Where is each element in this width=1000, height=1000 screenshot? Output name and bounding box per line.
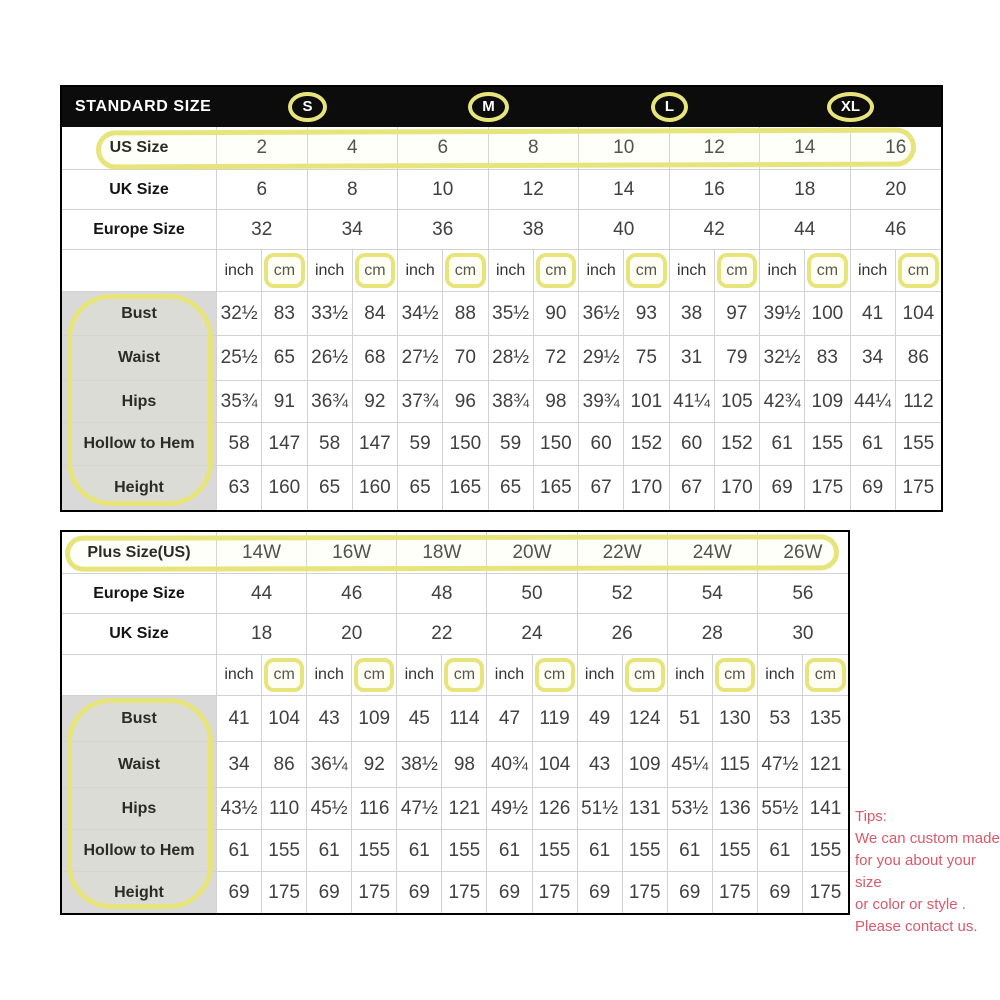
unit-cm-cell: cm [262, 655, 307, 696]
size-value-cell: 20 [851, 170, 942, 210]
table-title: STANDARD SIZE [62, 87, 217, 127]
measurement-value-cell: 65 [262, 336, 307, 381]
measurement-value-cell: 109 [352, 696, 397, 742]
unit-row-spacer [62, 250, 217, 292]
measurement-value-cell: 79 [715, 336, 760, 381]
plus-size-table [60, 530, 850, 915]
size-value-cell: 18W [397, 532, 487, 574]
tips-line: Please contact us. [855, 918, 978, 935]
unit-inch-cell: inch [397, 655, 442, 696]
measurement-value-cell: 35½ [489, 292, 534, 336]
measurement-value-cell: 58 [217, 423, 262, 466]
unit-cm-cell: cm [443, 250, 488, 292]
measurement-value-cell: 175 [533, 872, 578, 913]
measurement-value-cell: 60 [670, 423, 715, 466]
measurement-value-cell: 155 [533, 830, 578, 872]
size-value-cell: 18 [760, 170, 851, 210]
size-value-cell: 34 [308, 210, 399, 250]
measurement-value-cell: 155 [713, 830, 758, 872]
size-value-cell: 52 [578, 574, 668, 614]
measurement-value-cell: 47½ [758, 742, 803, 788]
measurement-value-cell: 29½ [579, 336, 624, 381]
size-value-cell: 24W [668, 532, 758, 574]
size-value-cell: 16 [851, 127, 942, 170]
unit-inch-cell: inch [487, 655, 532, 696]
measurement-value-cell: 44¼ [851, 381, 896, 423]
measurement-value-cell: 175 [805, 466, 850, 510]
measurement-value-cell: 97 [715, 292, 760, 336]
size-value-cell: 54 [668, 574, 758, 614]
measurement-value-cell: 35¾ [217, 381, 262, 423]
measurement-value-cell: 67 [579, 466, 624, 510]
measurement-value-cell: 41 [217, 696, 262, 742]
measurement-value-cell: 60 [579, 423, 624, 466]
measurement-value-cell: 165 [443, 466, 488, 510]
measurement-value-cell: 119 [533, 696, 578, 742]
measurement-value-cell: 43 [307, 696, 352, 742]
measurement-value-cell: 131 [623, 788, 668, 830]
measurement-value-cell: 33½ [308, 292, 353, 336]
measurement-value-cell: 116 [352, 788, 397, 830]
measurement-value-cell: 51 [668, 696, 713, 742]
measurement-value-cell: 69 [487, 872, 532, 913]
row-label: Europe Size [62, 210, 217, 250]
measurement-value-cell: 41 [851, 292, 896, 336]
measurement-value-cell: 36½ [579, 292, 624, 336]
unit-cm-cell: cm [896, 250, 941, 292]
measurement-value-cell: 61 [758, 830, 803, 872]
row-label: Hips [62, 788, 217, 830]
measurement-value-cell: 70 [443, 336, 488, 381]
measurement-value-cell: 34 [217, 742, 262, 788]
measurement-value-cell: 58 [308, 423, 353, 466]
measurement-value-cell: 121 [803, 742, 848, 788]
unit-inch-cell: inch [758, 655, 803, 696]
measurement-value-cell: 37¾ [398, 381, 443, 423]
measurement-value-cell: 175 [803, 872, 848, 913]
row-label: Plus Size(US) [62, 532, 217, 574]
row-label: Europe Size [62, 574, 217, 614]
measurement-value-cell: 126 [533, 788, 578, 830]
measurement-value-cell: 147 [262, 423, 307, 466]
size-value-cell: 12 [489, 170, 580, 210]
measurement-value-cell: 61 [397, 830, 442, 872]
measurement-value-cell: 136 [713, 788, 758, 830]
measurement-value-cell: 124 [623, 696, 668, 742]
unit-cm-cell: cm [442, 655, 487, 696]
size-value-cell: 28 [668, 614, 758, 655]
measurement-value-cell: 61 [668, 830, 713, 872]
size-value-cell: 24 [487, 614, 577, 655]
measurement-value-cell: 32½ [760, 336, 805, 381]
measurement-value-cell: 41¼ [670, 381, 715, 423]
tips-note [855, 806, 1000, 938]
measurement-value-cell: 112 [896, 381, 941, 423]
measurement-value-cell: 59 [489, 423, 534, 466]
measurement-value-cell: 105 [715, 381, 760, 423]
measurement-value-cell: 61 [307, 830, 352, 872]
measurement-value-cell: 69 [760, 466, 805, 510]
unit-inch-cell: inch [851, 250, 896, 292]
unit-inch-cell: inch [578, 655, 623, 696]
measurement-value-cell: 104 [896, 292, 941, 336]
measurement-value-cell: 45 [397, 696, 442, 742]
measurement-value-cell: 155 [805, 423, 850, 466]
measurement-value-cell: 36¾ [308, 381, 353, 423]
size-value-cell: 32 [217, 210, 308, 250]
size-value-cell: 14 [760, 127, 851, 170]
measurement-value-cell: 175 [713, 872, 758, 913]
size-value-cell: 26 [578, 614, 668, 655]
measurement-value-cell: 26½ [308, 336, 353, 381]
size-letter-cell [398, 87, 579, 127]
measurement-value-cell: 47 [487, 696, 532, 742]
row-label: Hollow to Hem [62, 423, 217, 466]
row-label: Height [62, 872, 217, 913]
measurement-value-cell: 32½ [217, 292, 262, 336]
measurement-value-cell: 98 [442, 742, 487, 788]
measurement-value-cell: 49 [578, 696, 623, 742]
size-value-cell: 6 [398, 127, 489, 170]
measurement-value-cell: 36¼ [307, 742, 352, 788]
size-value-cell: 48 [397, 574, 487, 614]
measurement-value-cell: 96 [443, 381, 488, 423]
measurement-value-cell: 69 [578, 872, 623, 913]
size-value-cell: 10 [579, 127, 670, 170]
measurement-value-cell: 88 [443, 292, 488, 336]
measurement-value-cell: 92 [352, 742, 397, 788]
measurement-value-cell: 28½ [489, 336, 534, 381]
unit-cm-cell: cm [713, 655, 758, 696]
measurement-value-cell: 43½ [217, 788, 262, 830]
row-label: Bust [62, 292, 217, 336]
size-value-cell: 50 [487, 574, 577, 614]
measurement-value-cell: 61 [578, 830, 623, 872]
row-label: UK Size [62, 614, 217, 655]
measurement-value-cell: 135 [803, 696, 848, 742]
size-letter-oval: XL [827, 92, 874, 122]
size-value-cell: 16 [670, 170, 761, 210]
size-value-cell: 6 [217, 170, 308, 210]
row-label: Hips [62, 381, 217, 423]
size-letter-cell [217, 87, 398, 127]
size-letter-oval: L [651, 92, 688, 122]
measurement-value-cell: 51½ [578, 788, 623, 830]
measurement-value-cell: 104 [262, 696, 307, 742]
measurement-value-cell: 38 [670, 292, 715, 336]
measurement-value-cell: 43 [578, 742, 623, 788]
size-value-cell: 30 [758, 614, 848, 655]
tips-line: We can custom made [855, 830, 1000, 847]
row-label: UK Size [62, 170, 217, 210]
unit-inch-cell: inch [308, 250, 353, 292]
size-value-cell: 42 [670, 210, 761, 250]
measurement-value-cell: 69 [668, 872, 713, 913]
measurement-value-cell: 110 [262, 788, 307, 830]
size-value-cell: 38 [489, 210, 580, 250]
row-label: Height [62, 466, 217, 510]
measurement-value-cell: 98 [534, 381, 579, 423]
unit-cm-cell: cm [803, 655, 848, 696]
size-letter-cell [579, 87, 760, 127]
measurement-value-cell: 114 [442, 696, 487, 742]
measurement-value-cell: 53 [758, 696, 803, 742]
size-value-cell: 2 [217, 127, 308, 170]
measurement-value-cell: 40¾ [487, 742, 532, 788]
unit-inch-cell: inch [217, 250, 262, 292]
measurement-value-cell: 42¾ [760, 381, 805, 423]
size-value-cell: 16W [307, 532, 397, 574]
size-letter-cell [760, 87, 941, 127]
unit-cm-cell: cm [353, 250, 398, 292]
measurement-value-cell: 31 [670, 336, 715, 381]
size-value-cell: 44 [217, 574, 307, 614]
measurement-value-cell: 101 [624, 381, 669, 423]
measurement-value-cell: 165 [534, 466, 579, 510]
measurement-value-cell: 175 [896, 466, 941, 510]
measurement-value-cell: 104 [533, 742, 578, 788]
size-value-cell: 8 [489, 127, 580, 170]
unit-row-spacer [62, 655, 217, 696]
measurement-value-cell: 59 [398, 423, 443, 466]
measurement-value-cell: 27½ [398, 336, 443, 381]
measurement-value-cell: 155 [262, 830, 307, 872]
size-value-cell: 46 [851, 210, 942, 250]
unit-inch-cell: inch [760, 250, 805, 292]
measurement-value-cell: 34 [851, 336, 896, 381]
size-value-cell: 10 [398, 170, 489, 210]
unit-inch-cell: inch [217, 655, 262, 696]
unit-inch-cell: inch [670, 250, 715, 292]
measurement-value-cell: 90 [534, 292, 579, 336]
measurement-value-cell: 109 [805, 381, 850, 423]
measurement-value-cell: 115 [713, 742, 758, 788]
measurement-value-cell: 83 [262, 292, 307, 336]
measurement-value-cell: 92 [353, 381, 398, 423]
tips-line: or color or style . [855, 896, 966, 913]
measurement-value-cell: 38½ [397, 742, 442, 788]
measurement-value-cell: 61 [487, 830, 532, 872]
measurement-value-cell: 84 [353, 292, 398, 336]
unit-cm-cell: cm [624, 250, 669, 292]
measurement-value-cell: 68 [353, 336, 398, 381]
standard-size-table [60, 85, 943, 512]
unit-inch-cell: inch [668, 655, 713, 696]
unit-inch-cell: inch [307, 655, 352, 696]
unit-cm-cell: cm [805, 250, 850, 292]
measurement-value-cell: 69 [758, 872, 803, 913]
measurement-value-cell: 86 [262, 742, 307, 788]
measurement-value-cell: 65 [489, 466, 534, 510]
measurement-value-cell: 45¼ [668, 742, 713, 788]
row-label: Hollow to Hem [62, 830, 217, 872]
measurement-value-cell: 47½ [397, 788, 442, 830]
measurement-value-cell: 160 [353, 466, 398, 510]
unit-cm-cell: cm [352, 655, 397, 696]
unit-cm-cell: cm [534, 250, 579, 292]
measurement-value-cell: 69 [217, 872, 262, 913]
measurement-value-cell: 150 [534, 423, 579, 466]
measurement-value-cell: 72 [534, 336, 579, 381]
measurement-value-cell: 170 [624, 466, 669, 510]
size-value-cell: 4 [308, 127, 399, 170]
measurement-value-cell: 160 [262, 466, 307, 510]
measurement-value-cell: 121 [442, 788, 487, 830]
size-value-cell: 36 [398, 210, 489, 250]
measurement-value-cell: 152 [715, 423, 760, 466]
size-value-cell: 20 [307, 614, 397, 655]
measurement-value-cell: 69 [851, 466, 896, 510]
measurement-value-cell: 155 [352, 830, 397, 872]
measurement-value-cell: 150 [443, 423, 488, 466]
measurement-value-cell: 38¾ [489, 381, 534, 423]
tips-line: for you about your size [855, 852, 976, 891]
measurement-value-cell: 147 [353, 423, 398, 466]
measurement-value-cell: 75 [624, 336, 669, 381]
size-letter-oval: S [288, 92, 326, 122]
size-value-cell: 12 [670, 127, 761, 170]
measurement-value-cell: 130 [713, 696, 758, 742]
row-label: Bust [62, 696, 217, 742]
size-value-cell: 44 [760, 210, 851, 250]
measurement-value-cell: 69 [397, 872, 442, 913]
measurement-value-cell: 170 [715, 466, 760, 510]
size-value-cell: 8 [308, 170, 399, 210]
unit-cm-cell: cm [262, 250, 307, 292]
size-value-cell: 40 [579, 210, 670, 250]
measurement-value-cell: 45½ [307, 788, 352, 830]
size-value-cell: 22W [578, 532, 668, 574]
size-value-cell: 26W [758, 532, 848, 574]
size-value-cell: 18 [217, 614, 307, 655]
size-value-cell: 22 [397, 614, 487, 655]
size-value-cell: 56 [758, 574, 848, 614]
unit-cm-cell: cm [533, 655, 578, 696]
size-value-cell: 46 [307, 574, 397, 614]
size-value-cell: 14 [579, 170, 670, 210]
row-label: US Size [62, 127, 217, 170]
measurement-value-cell: 53½ [668, 788, 713, 830]
measurement-value-cell: 175 [352, 872, 397, 913]
measurement-value-cell: 175 [442, 872, 487, 913]
measurement-value-cell: 67 [670, 466, 715, 510]
row-label: Waist [62, 336, 217, 381]
measurement-value-cell: 61 [217, 830, 262, 872]
measurement-value-cell: 155 [803, 830, 848, 872]
measurement-value-cell: 175 [623, 872, 668, 913]
size-letter-oval: M [468, 92, 509, 122]
measurement-value-cell: 155 [442, 830, 487, 872]
measurement-value-cell: 152 [624, 423, 669, 466]
measurement-value-cell: 39½ [760, 292, 805, 336]
measurement-value-cell: 86 [896, 336, 941, 381]
tips-title: Tips: [855, 808, 887, 825]
row-label: Waist [62, 742, 217, 788]
measurement-value-cell: 65 [398, 466, 443, 510]
measurement-value-cell: 25½ [217, 336, 262, 381]
measurement-value-cell: 34½ [398, 292, 443, 336]
unit-inch-cell: inch [398, 250, 443, 292]
measurement-value-cell: 141 [803, 788, 848, 830]
measurement-value-cell: 175 [262, 872, 307, 913]
measurement-value-cell: 61 [760, 423, 805, 466]
unit-inch-cell: inch [579, 250, 624, 292]
measurement-value-cell: 49½ [487, 788, 532, 830]
measurement-value-cell: 69 [307, 872, 352, 913]
measurement-value-cell: 61 [851, 423, 896, 466]
unit-cm-cell: cm [715, 250, 760, 292]
size-value-cell: 14W [217, 532, 307, 574]
measurement-value-cell: 39¾ [579, 381, 624, 423]
measurement-value-cell: 91 [262, 381, 307, 423]
measurement-value-cell: 63 [217, 466, 262, 510]
unit-inch-cell: inch [489, 250, 534, 292]
measurement-value-cell: 109 [623, 742, 668, 788]
measurement-value-cell: 65 [308, 466, 353, 510]
measurement-value-cell: 100 [805, 292, 850, 336]
measurement-value-cell: 55½ [758, 788, 803, 830]
measurement-value-cell: 155 [896, 423, 941, 466]
measurement-value-cell: 155 [623, 830, 668, 872]
size-value-cell: 20W [487, 532, 577, 574]
measurement-value-cell: 83 [805, 336, 850, 381]
measurement-value-cell: 93 [624, 292, 669, 336]
unit-cm-cell: cm [623, 655, 668, 696]
